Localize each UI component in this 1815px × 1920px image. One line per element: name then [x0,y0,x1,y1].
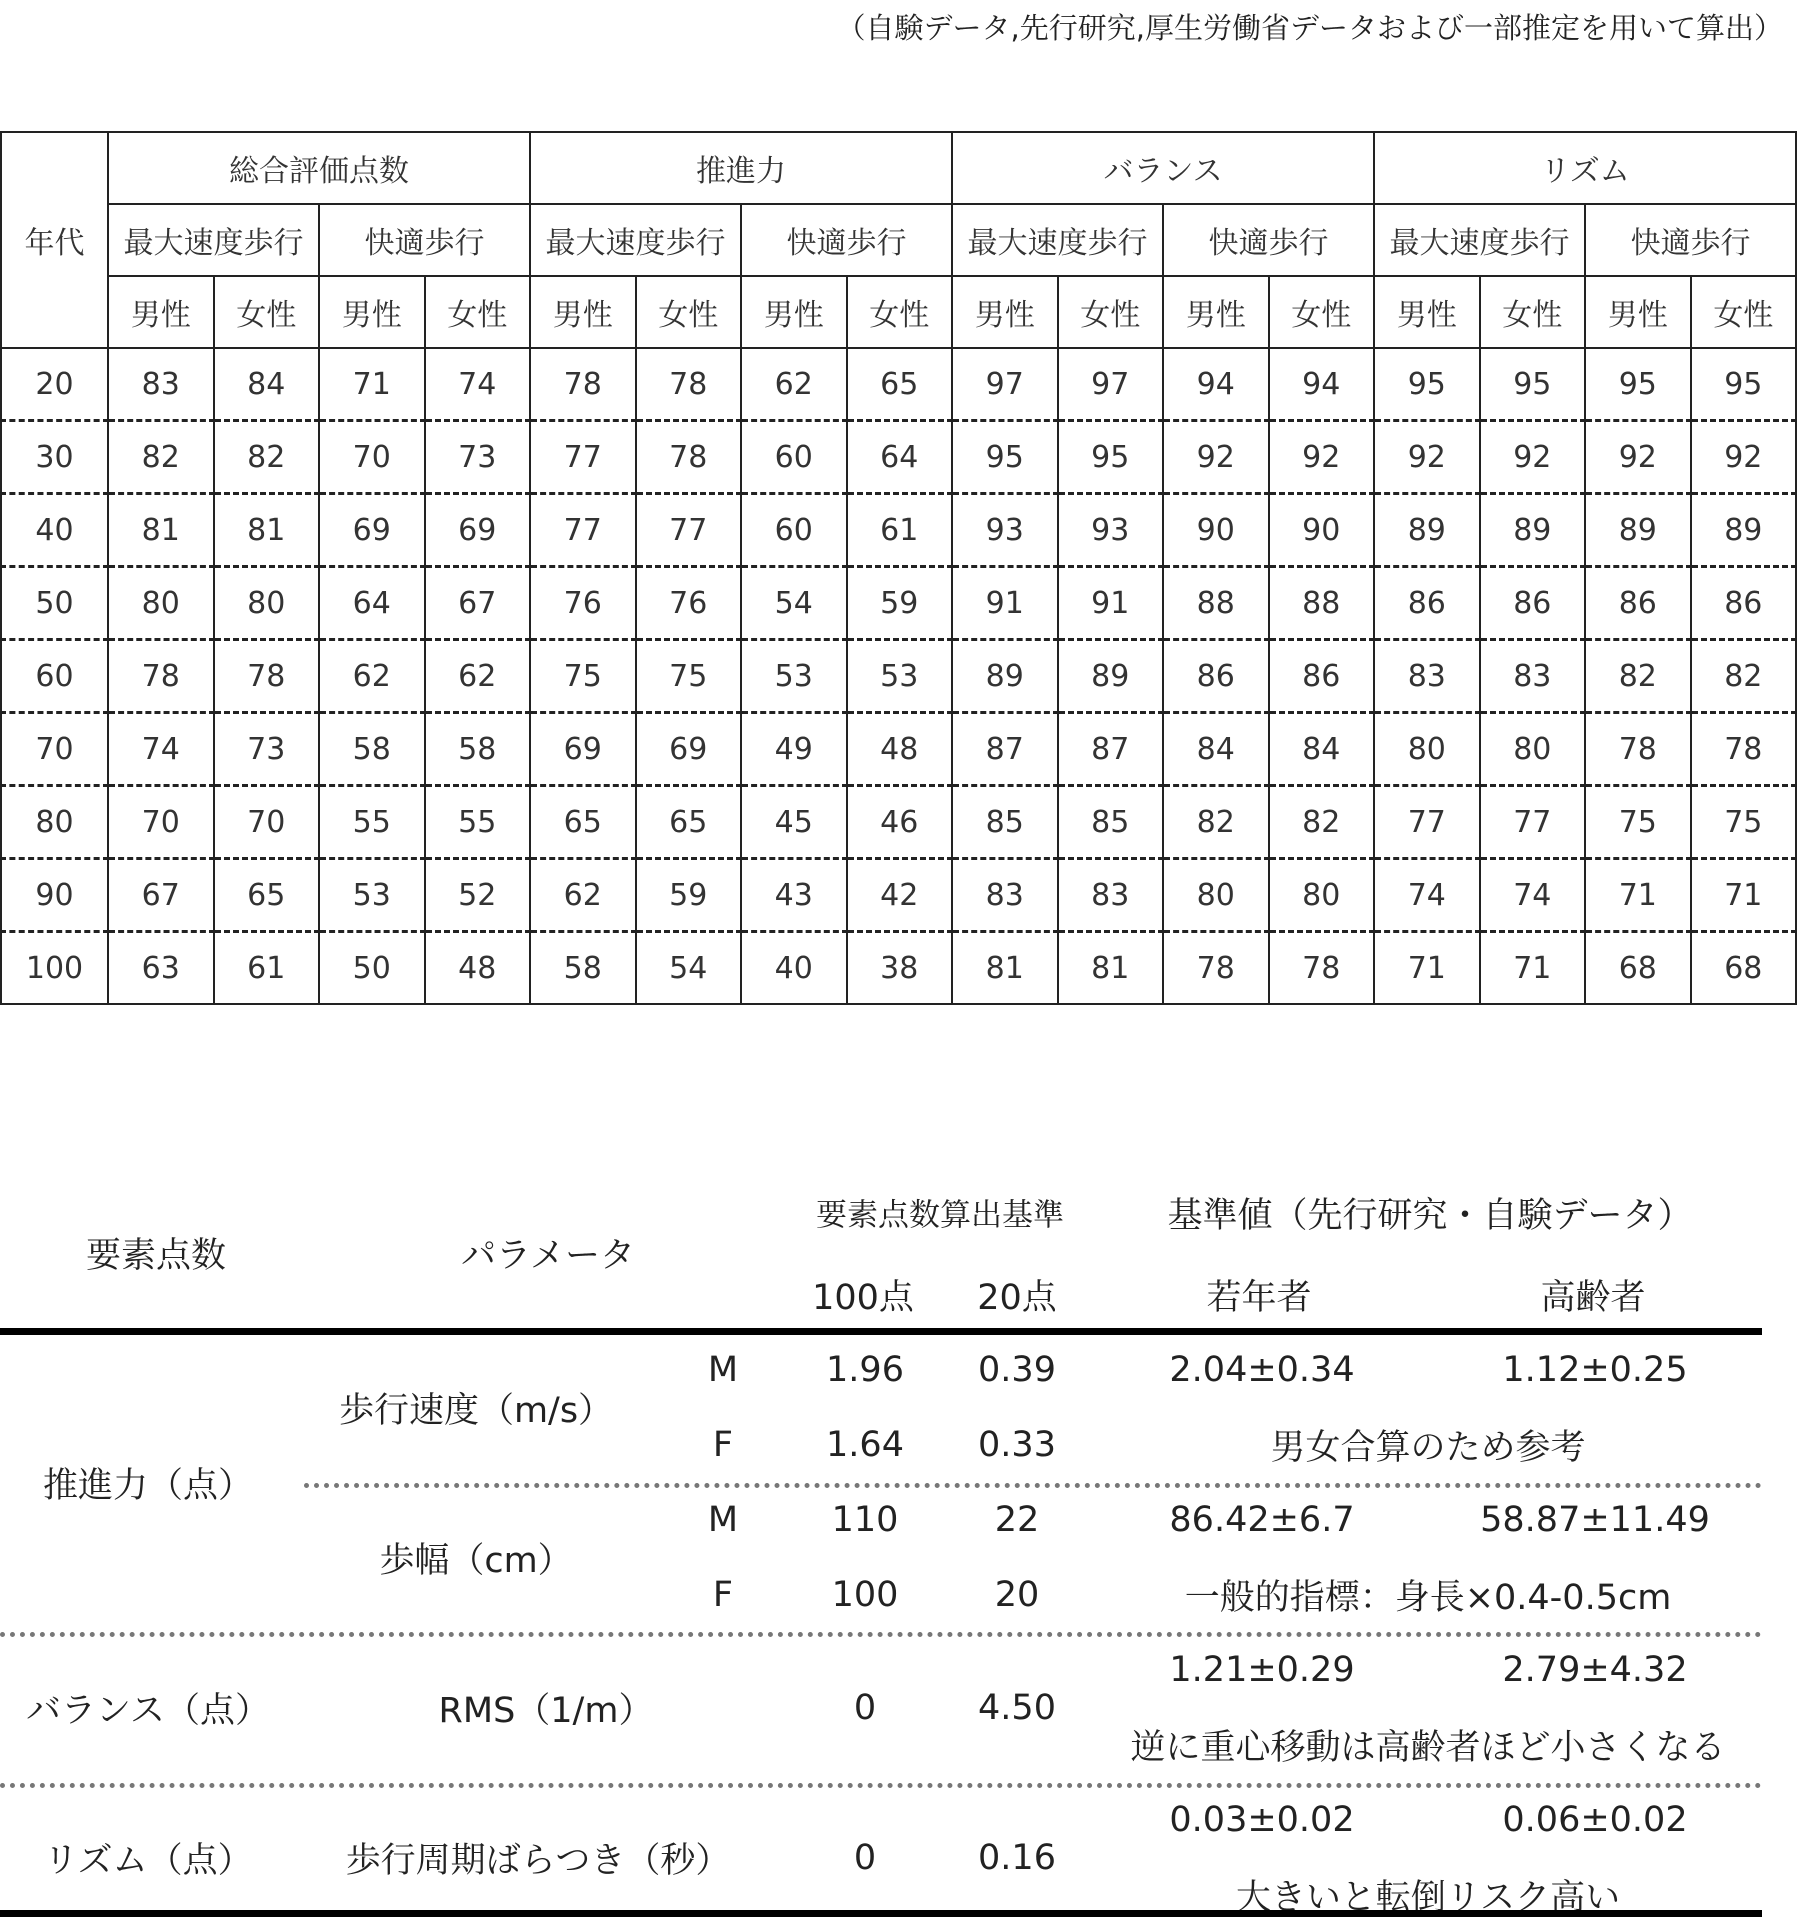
stride-sex-f: F [712,1575,734,1615]
element-score-header: 要素点数 [85,1236,227,1276]
score-cell: 83 [108,348,214,421]
score-cell: 77 [636,494,742,567]
score-cell: 71 [1374,932,1480,1005]
score-cell: 45 [741,786,847,859]
score-cell: 82 [1269,786,1375,859]
sex-header-male: 男性 [319,276,425,348]
rhythm-100: 0 [853,1838,877,1878]
score-cell: 54 [741,567,847,640]
score-cell: 46 [847,786,953,859]
stride-note: 一般的指標：身長×0.4-0.5cm [1184,1578,1672,1618]
rhythm-param: 歩行周期ばらつき（秒） [345,1841,731,1881]
sex-header-female: 女性 [1058,276,1164,348]
mode-header-balance-comfortable: 快適歩行 [1163,204,1374,276]
speed-sex-m: M [707,1350,739,1390]
group-header-balance: バランス [952,132,1374,204]
balance-elderly: 2.79±4.32 [1502,1650,1688,1690]
score-cell: 92 [1374,421,1480,494]
balance-20: 4.50 [978,1688,1056,1728]
sex-header-male: 男性 [530,276,636,348]
score-cell: 88 [1269,567,1375,640]
score-cell: 76 [636,567,742,640]
age-cell: 20 [1,348,108,421]
age-cell: 70 [1,713,108,786]
score-cell: 68 [1691,932,1797,1005]
score-cell: 86 [1269,640,1375,713]
score-cell: 78 [636,421,742,494]
score-cell: 58 [425,713,531,786]
score-cell: 80 [214,567,320,640]
score-cell: 55 [425,786,531,859]
sex-header-male: 男性 [741,276,847,348]
table-row [1,713,1796,786]
criteria-header: 要素点数算出基準 [816,1197,1064,1234]
score-cell: 78 [1691,713,1797,786]
speed-m-100: 1.96 [826,1350,904,1390]
rhythm-young: 0.03±0.02 [1169,1800,1355,1840]
score-cell: 80 [1480,713,1586,786]
score-cell: 74 [425,348,531,421]
score-cell: 77 [1480,786,1586,859]
score-cell: 81 [1058,932,1164,1005]
score-cell: 81 [952,932,1058,1005]
score-cell: 81 [108,494,214,567]
score-cell: 53 [847,640,953,713]
balance-param: RMS（1/m） [438,1691,654,1731]
rhythm-divider [0,1783,1762,1788]
rhythm-20: 0.16 [978,1838,1056,1878]
score-cell: 62 [530,859,636,932]
speed-param: 歩行速度（m/s） [338,1391,614,1431]
score-cell: 80 [108,567,214,640]
mode-header-propulsion-max: 最大速度歩行 [530,204,741,276]
age-cell: 50 [1,567,108,640]
score-cell: 94 [1269,348,1375,421]
sex-header-male: 男性 [108,276,214,348]
table-row [1,421,1796,494]
score-cell: 77 [1374,786,1480,859]
score-cell: 89 [1058,640,1164,713]
score-cell: 70 [319,421,425,494]
score-cell: 50 [319,932,425,1005]
score-cell: 88 [1163,567,1269,640]
score-table [0,131,1797,1005]
score-cell: 90 [1163,494,1269,567]
score-cell: 74 [108,713,214,786]
score-cell: 82 [214,421,320,494]
score-cell: 65 [214,859,320,932]
score-cell: 83 [952,859,1058,932]
score-cell: 81 [214,494,320,567]
score-cell: 89 [1480,494,1586,567]
score-cell: 95 [1058,421,1164,494]
score-cell: 70 [214,786,320,859]
score-cell: 83 [1480,640,1586,713]
score-cell: 83 [1374,640,1480,713]
mode-header-total-comfortable: 快適歩行 [319,204,530,276]
score-cell: 82 [108,421,214,494]
sex-header-male: 男性 [1374,276,1480,348]
score-cell: 61 [214,932,320,1005]
parameter-header: パラメータ [461,1236,635,1276]
score-cell: 69 [319,494,425,567]
age-header: 年代 [1,132,108,348]
score-cell: 64 [319,567,425,640]
age-cell: 40 [1,494,108,567]
score-cell: 58 [319,713,425,786]
score-cell: 85 [952,786,1058,859]
score-cell: 80 [1163,859,1269,932]
score-cell: 67 [108,859,214,932]
score-cell: 77 [530,494,636,567]
score-cell: 54 [636,932,742,1005]
score-cell: 71 [1691,859,1797,932]
sex-header-female: 女性 [847,276,953,348]
score-cell: 69 [636,713,742,786]
balance-young: 1.21±0.29 [1169,1650,1355,1690]
score-cell: 92 [1163,421,1269,494]
table-row [1,786,1796,859]
score-cell: 48 [847,713,953,786]
speed-f-100: 1.64 [826,1425,904,1465]
stride-f-100: 100 [831,1575,899,1615]
sex-header-male: 男性 [1163,276,1269,348]
balance-divider [0,1632,1762,1637]
table-row [1,494,1796,567]
reference-header: 基準値（先行研究・自験データ） [1167,1196,1693,1236]
score-cell: 95 [1374,348,1480,421]
score-cell: 89 [952,640,1058,713]
table-row [1,932,1796,1005]
sex-header-female: 女性 [1691,276,1797,348]
score-cell: 62 [741,348,847,421]
header-rule [0,1328,1762,1335]
table-row [1,348,1796,421]
sex-header-female: 女性 [1269,276,1375,348]
stride-f-20: 20 [994,1575,1040,1615]
score-cell: 87 [1058,713,1164,786]
table-row [1,859,1796,932]
score-cell: 71 [1585,859,1691,932]
score-cell: 73 [425,421,531,494]
group-header-total: 総合評価点数 [108,132,530,204]
score-cell: 75 [530,640,636,713]
score-cell: 64 [847,421,953,494]
score-cell: 71 [319,348,425,421]
balance-label: バランス（点） [26,1691,270,1731]
stride-m-20: 22 [994,1500,1040,1540]
mode-header-rhythm-comfortable: 快適歩行 [1585,204,1796,276]
age-cell: 60 [1,640,108,713]
score-cell: 53 [319,859,425,932]
score-cell: 65 [530,786,636,859]
score-cell: 95 [1691,348,1797,421]
score-cell: 93 [952,494,1058,567]
sex-header-male: 男性 [1585,276,1691,348]
score-cell: 94 [1163,348,1269,421]
table-row [1,567,1796,640]
mode-header-balance-max: 最大速度歩行 [952,204,1163,276]
score-cell: 75 [1691,786,1797,859]
score-cell: 70 [108,786,214,859]
criteria-table [0,1170,1762,1920]
score-cell: 76 [530,567,636,640]
bottom-rule [0,1910,1762,1917]
score-cell: 69 [530,713,636,786]
score-cell: 48 [425,932,531,1005]
speed-sex-f: F [712,1425,734,1465]
score-cell: 80 [1269,859,1375,932]
score-cell: 90 [1269,494,1375,567]
score-cell: 97 [1058,348,1164,421]
score-cell: 89 [1691,494,1797,567]
score-cell: 67 [425,567,531,640]
rhythm-note: 大きいと転倒リスク高い [1235,1878,1621,1918]
rhythm-elderly: 0.06±0.02 [1502,1800,1688,1840]
score-cell: 69 [425,494,531,567]
score-cell: 82 [1163,786,1269,859]
mode-header-total-max: 最大速度歩行 [108,204,319,276]
score-cell: 84 [1163,713,1269,786]
speed-m-20: 0.39 [978,1350,1056,1390]
score-cell: 61 [847,494,953,567]
group-header-propulsion: 推進力 [530,132,952,204]
score-cell: 85 [1058,786,1164,859]
sex-header-female: 女性 [214,276,320,348]
score-cell: 92 [1691,421,1797,494]
score-cell: 86 [1163,640,1269,713]
young-header: 若年者 [1206,1278,1312,1318]
score-cell: 91 [952,567,1058,640]
stride-m-100: 110 [831,1500,899,1540]
score-cell: 71 [1480,932,1586,1005]
score-cell: 78 [1585,713,1691,786]
score-100-header: 100点 [812,1278,914,1318]
speed-young: 2.04±0.34 [1169,1350,1355,1390]
score-cell: 89 [1374,494,1480,567]
score-cell: 40 [741,932,847,1005]
score-cell: 84 [1269,713,1375,786]
score-cell: 84 [214,348,320,421]
score-cell: 95 [952,421,1058,494]
balance-note: 逆に重心移動は高齢者ほど小さくなる [1130,1728,1726,1768]
score-cell: 74 [1374,859,1480,932]
score-cell: 92 [1480,421,1586,494]
score-cell: 82 [1691,640,1797,713]
table-row [1,640,1796,713]
score-cell: 86 [1585,567,1691,640]
score-cell: 52 [425,859,531,932]
sex-header-female: 女性 [425,276,531,348]
stride-elderly: 58.87±11.49 [1480,1500,1710,1540]
score-cell: 87 [952,713,1058,786]
score-cell: 62 [425,640,531,713]
score-cell: 68 [1585,932,1691,1005]
score-cell: 95 [1480,348,1586,421]
score-cell: 92 [1585,421,1691,494]
score-cell: 86 [1480,567,1586,640]
score-cell: 38 [847,932,953,1005]
score-cell: 97 [952,348,1058,421]
mode-header-rhythm-max: 最大速度歩行 [1374,204,1585,276]
sex-header-female: 女性 [1480,276,1586,348]
score-cell: 77 [530,421,636,494]
age-cell: 90 [1,859,108,932]
speed-elderly: 1.12±0.25 [1502,1350,1688,1390]
score-20-header: 20点 [977,1278,1057,1318]
score-cell: 78 [530,348,636,421]
score-cell: 75 [1585,786,1691,859]
score-cell: 43 [741,859,847,932]
score-cell: 53 [741,640,847,713]
propulsion-label: 推進力（点） [42,1466,254,1506]
score-cell: 58 [530,932,636,1005]
score-cell: 92 [1269,421,1375,494]
score-cell: 86 [1374,567,1480,640]
score-cell: 83 [1058,859,1164,932]
elderly-header: 高齢者 [1540,1278,1646,1318]
score-cell: 62 [319,640,425,713]
score-cell: 78 [1163,932,1269,1005]
stride-param: 歩幅（cm） [379,1541,573,1581]
score-cell: 78 [636,348,742,421]
score-cell: 59 [636,859,742,932]
age-cell: 80 [1,786,108,859]
propulsion-divider [304,1483,1762,1488]
score-cell: 42 [847,859,953,932]
source-note: （自験データ,先行研究,厚生労働省データおよび一部推定を用いて算出） [836,11,1783,45]
score-cell: 55 [319,786,425,859]
score-cell: 65 [636,786,742,859]
score-cell: 63 [108,932,214,1005]
sex-header-female: 女性 [636,276,742,348]
score-cell: 73 [214,713,320,786]
score-cell: 82 [1585,640,1691,713]
score-cell: 65 [847,348,953,421]
stride-young: 86.42±6.7 [1169,1500,1355,1540]
mode-header-propulsion-comfortable: 快適歩行 [741,204,952,276]
score-cell: 60 [741,421,847,494]
speed-note: 男女合算のため参考 [1270,1428,1586,1468]
group-header-rhythm: リズム [1374,132,1796,204]
score-cell: 93 [1058,494,1164,567]
score-cell: 80 [1374,713,1480,786]
score-cell: 59 [847,567,953,640]
score-cell: 75 [636,640,742,713]
score-cell: 74 [1480,859,1586,932]
score-cell: 78 [214,640,320,713]
speed-f-20: 0.33 [978,1425,1056,1465]
score-cell: 91 [1058,567,1164,640]
age-cell: 100 [1,932,108,1005]
rhythm-label: リズム（点） [43,1841,253,1881]
score-cell: 95 [1585,348,1691,421]
age-cell: 30 [1,421,108,494]
balance-100: 0 [853,1688,877,1728]
stride-sex-m: M [707,1500,739,1540]
sex-header-male: 男性 [952,276,1058,348]
score-cell: 60 [741,494,847,567]
score-cell: 78 [108,640,214,713]
score-cell: 86 [1691,567,1797,640]
score-cell: 89 [1585,494,1691,567]
score-cell: 78 [1269,932,1375,1005]
score-cell: 49 [741,713,847,786]
